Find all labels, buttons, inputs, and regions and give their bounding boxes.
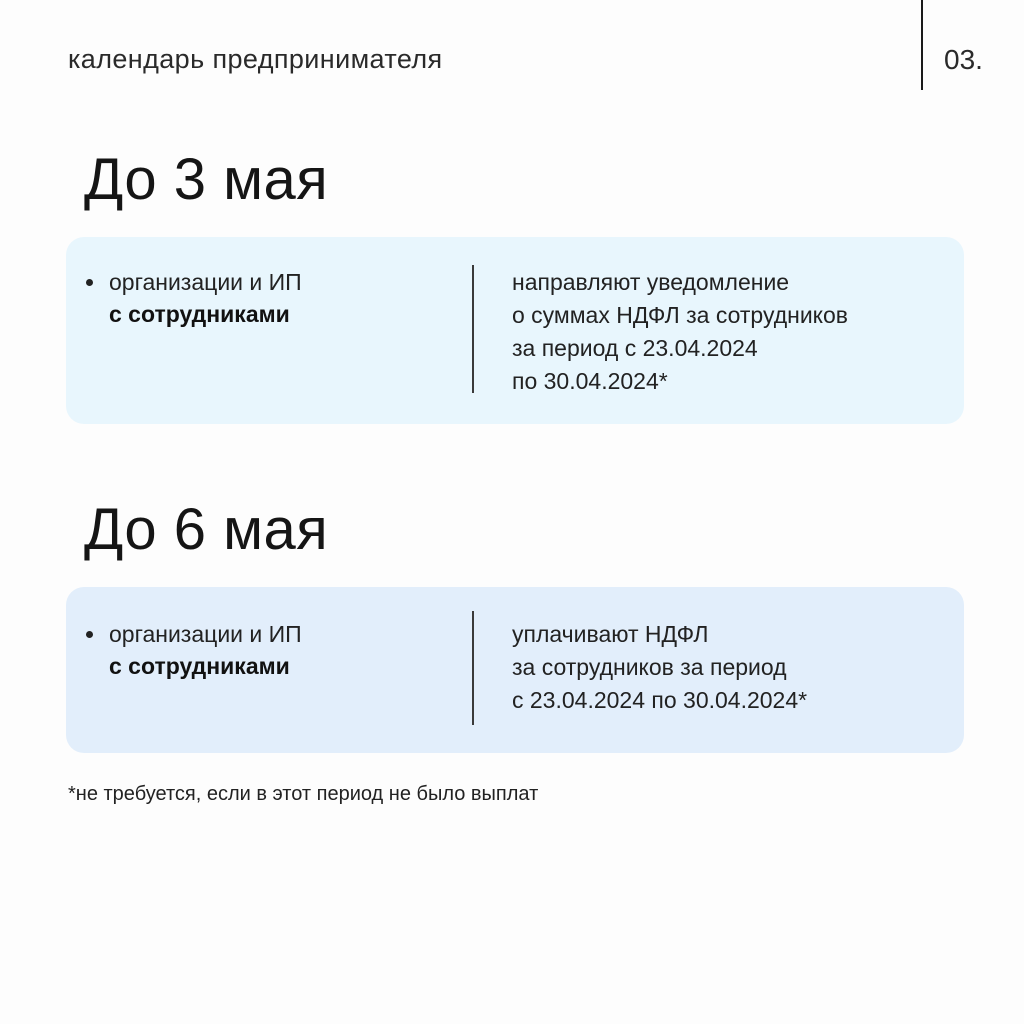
obligation-description xyxy=(512,618,807,717)
taxpayer-line: организации и ИП xyxy=(109,269,302,295)
deadline-card-may-6 xyxy=(66,587,964,753)
footnote: *не требуется, если в этот период не было выплат xyxy=(68,783,539,805)
header-divider xyxy=(921,0,923,90)
page-number: 03. xyxy=(944,44,983,75)
obligation-line: за период с 23.04.2024 xyxy=(512,335,758,361)
card-divider xyxy=(472,265,474,393)
section-heading-may-6: До 6 мая xyxy=(84,497,329,562)
obligation-line: с 23.04.2024 по 30.04.2024* xyxy=(512,687,808,713)
taxpayer-category xyxy=(109,618,302,682)
bullet-icon xyxy=(86,279,93,286)
taxpayer-line: организации и ИП xyxy=(109,621,302,647)
section-heading-may-3: До 3 мая xyxy=(84,147,329,212)
obligation-line: по 30.04.2024* xyxy=(512,368,668,394)
taxpayer-line-bold: с сотрудниками xyxy=(109,653,290,679)
obligation-description xyxy=(512,266,848,398)
card-divider xyxy=(472,611,474,725)
deadline-card-may-3 xyxy=(66,237,964,424)
taxpayer-line-bold: с сотрудниками xyxy=(109,301,290,327)
obligation-line: о суммах НДФЛ за сотрудников xyxy=(512,302,848,328)
obligation-line: за сотрудников за период xyxy=(512,654,787,680)
taxpayer-category xyxy=(109,266,302,330)
page-header-title: календарь предпринимателя xyxy=(68,44,443,74)
bullet-icon xyxy=(86,631,93,638)
obligation-line: уплачивают НДФЛ xyxy=(512,621,709,647)
obligation-line: направляют уведомление xyxy=(512,269,790,295)
